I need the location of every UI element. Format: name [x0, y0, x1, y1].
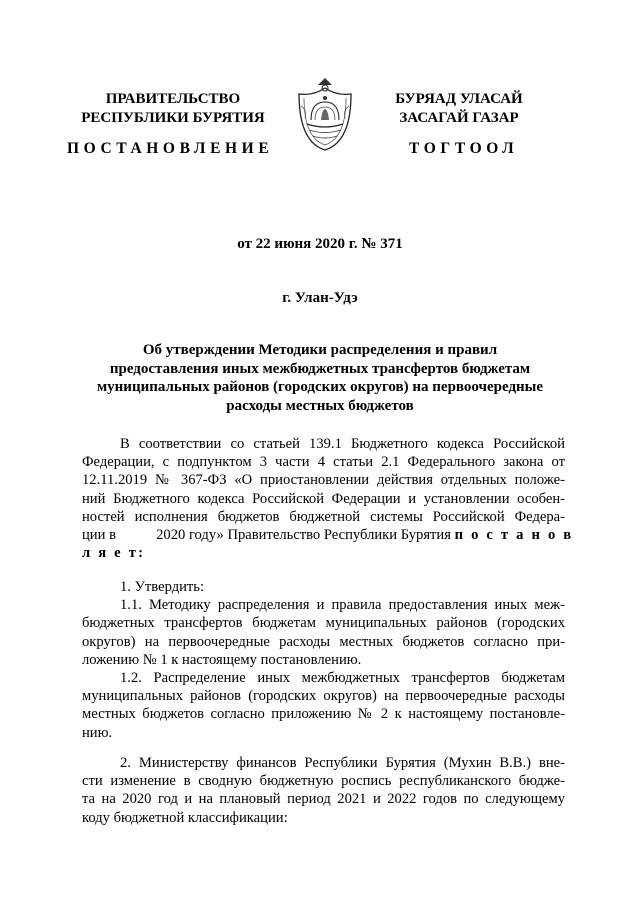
- text-line: бюджетных трансфертов бюджетам муниципальных районов (городских: [82, 615, 565, 632]
- text-line: округов) на первоочередные расходы местных бюджетов согласно при-: [82, 633, 565, 650]
- text-line: 1. Утвердить:: [120, 579, 205, 595]
- text-line: муниципальных районов (городских округов) на первоочередные расходы: [82, 688, 565, 705]
- resolves-spaced-word-end: л я е т:: [82, 545, 146, 562]
- org-name-russian-line1: ПРАВИТЕЛЬСТВО: [105, 91, 241, 107]
- resolves-spaced-word: п о с т а н о в: [454, 527, 574, 544]
- coat-of-arms-buryatia-icon: [295, 76, 355, 152]
- org-name-buryat: [374, 90, 544, 128]
- title-line: муниципальных районов (городских округов) на первоочередные: [96, 379, 544, 395]
- text-line: 12.11.2019 № 367-ФЗ «О приостановлении действия отдельных положе-: [82, 472, 565, 489]
- org-name-russian: [68, 90, 278, 128]
- doc-type-russian: ПОСТАНОВЛЕНИЕ: [67, 140, 274, 157]
- text-line: ложению № 1 к настоящему постановлению.: [82, 651, 362, 668]
- text-line: нию.: [82, 724, 113, 741]
- document-title: [60, 341, 580, 415]
- text-line: 1.1. Методику распределения и правила предоставления иных меж-: [120, 597, 565, 614]
- doc-type-buryat: ТОГТООЛ: [409, 140, 519, 157]
- org-name-russian-line2: РЕСПУБЛИКИ БУРЯТИЯ: [81, 110, 265, 126]
- item-1-paragraph: [82, 578, 565, 742]
- text-line: коду бюджетной классификации:: [82, 809, 288, 826]
- text-span: ции в 2020 году» Правительство Республики Бурятия: [82, 527, 451, 544]
- item-2-paragraph: [82, 754, 565, 827]
- title-line: Об утверждении Методики распределения и правил: [142, 342, 498, 358]
- text-line: Федерации, с подпунктом 3 части 4 статьи 2.1 Федерального закона от: [82, 454, 565, 471]
- text-line: В соответствии со статьей 139.1 Бюджетного кодекса Российской: [120, 436, 565, 452]
- text-line: ний Бюджетного кодекса Российской Федерации и установлении особен-: [82, 490, 565, 507]
- text-line: 2. Министерству финансов Республики Бурятия (Мухин В.В.) вне-: [120, 755, 565, 771]
- title-line: предоставления иных межбюджетных трансфертов бюджетам: [109, 360, 531, 377]
- org-name-buryat-line2: ЗАСАГАЙ ГАЗАР: [399, 110, 519, 126]
- text-line: сти изменение в сводную бюджетную роспись республиканского бюдже-: [82, 773, 565, 790]
- text-line: ностей исполнения бюджетов бюджетной системы Российской Федера-: [82, 508, 565, 525]
- text-line: местных бюджетов согласно приложению № 2 к настоящему постановле-: [82, 706, 565, 723]
- text-line: 1.2. Распределение иных межбюджетных трансфертов бюджетам: [120, 670, 565, 687]
- document-date-number: от 22 июня 2020 г. № 371: [237, 236, 403, 252]
- text-line: та на 2020 год и на плановый период 2021 и 2022 годов по следующему: [82, 791, 565, 808]
- org-name-buryat-line1: БУРЯАД УЛАСАЙ: [395, 91, 523, 107]
- preamble-paragraph: [82, 435, 574, 562]
- document-city: г. Улан-Удэ: [282, 290, 358, 306]
- text-line: [82, 526, 574, 544]
- title-line: расходы местных бюджетов: [226, 397, 414, 414]
